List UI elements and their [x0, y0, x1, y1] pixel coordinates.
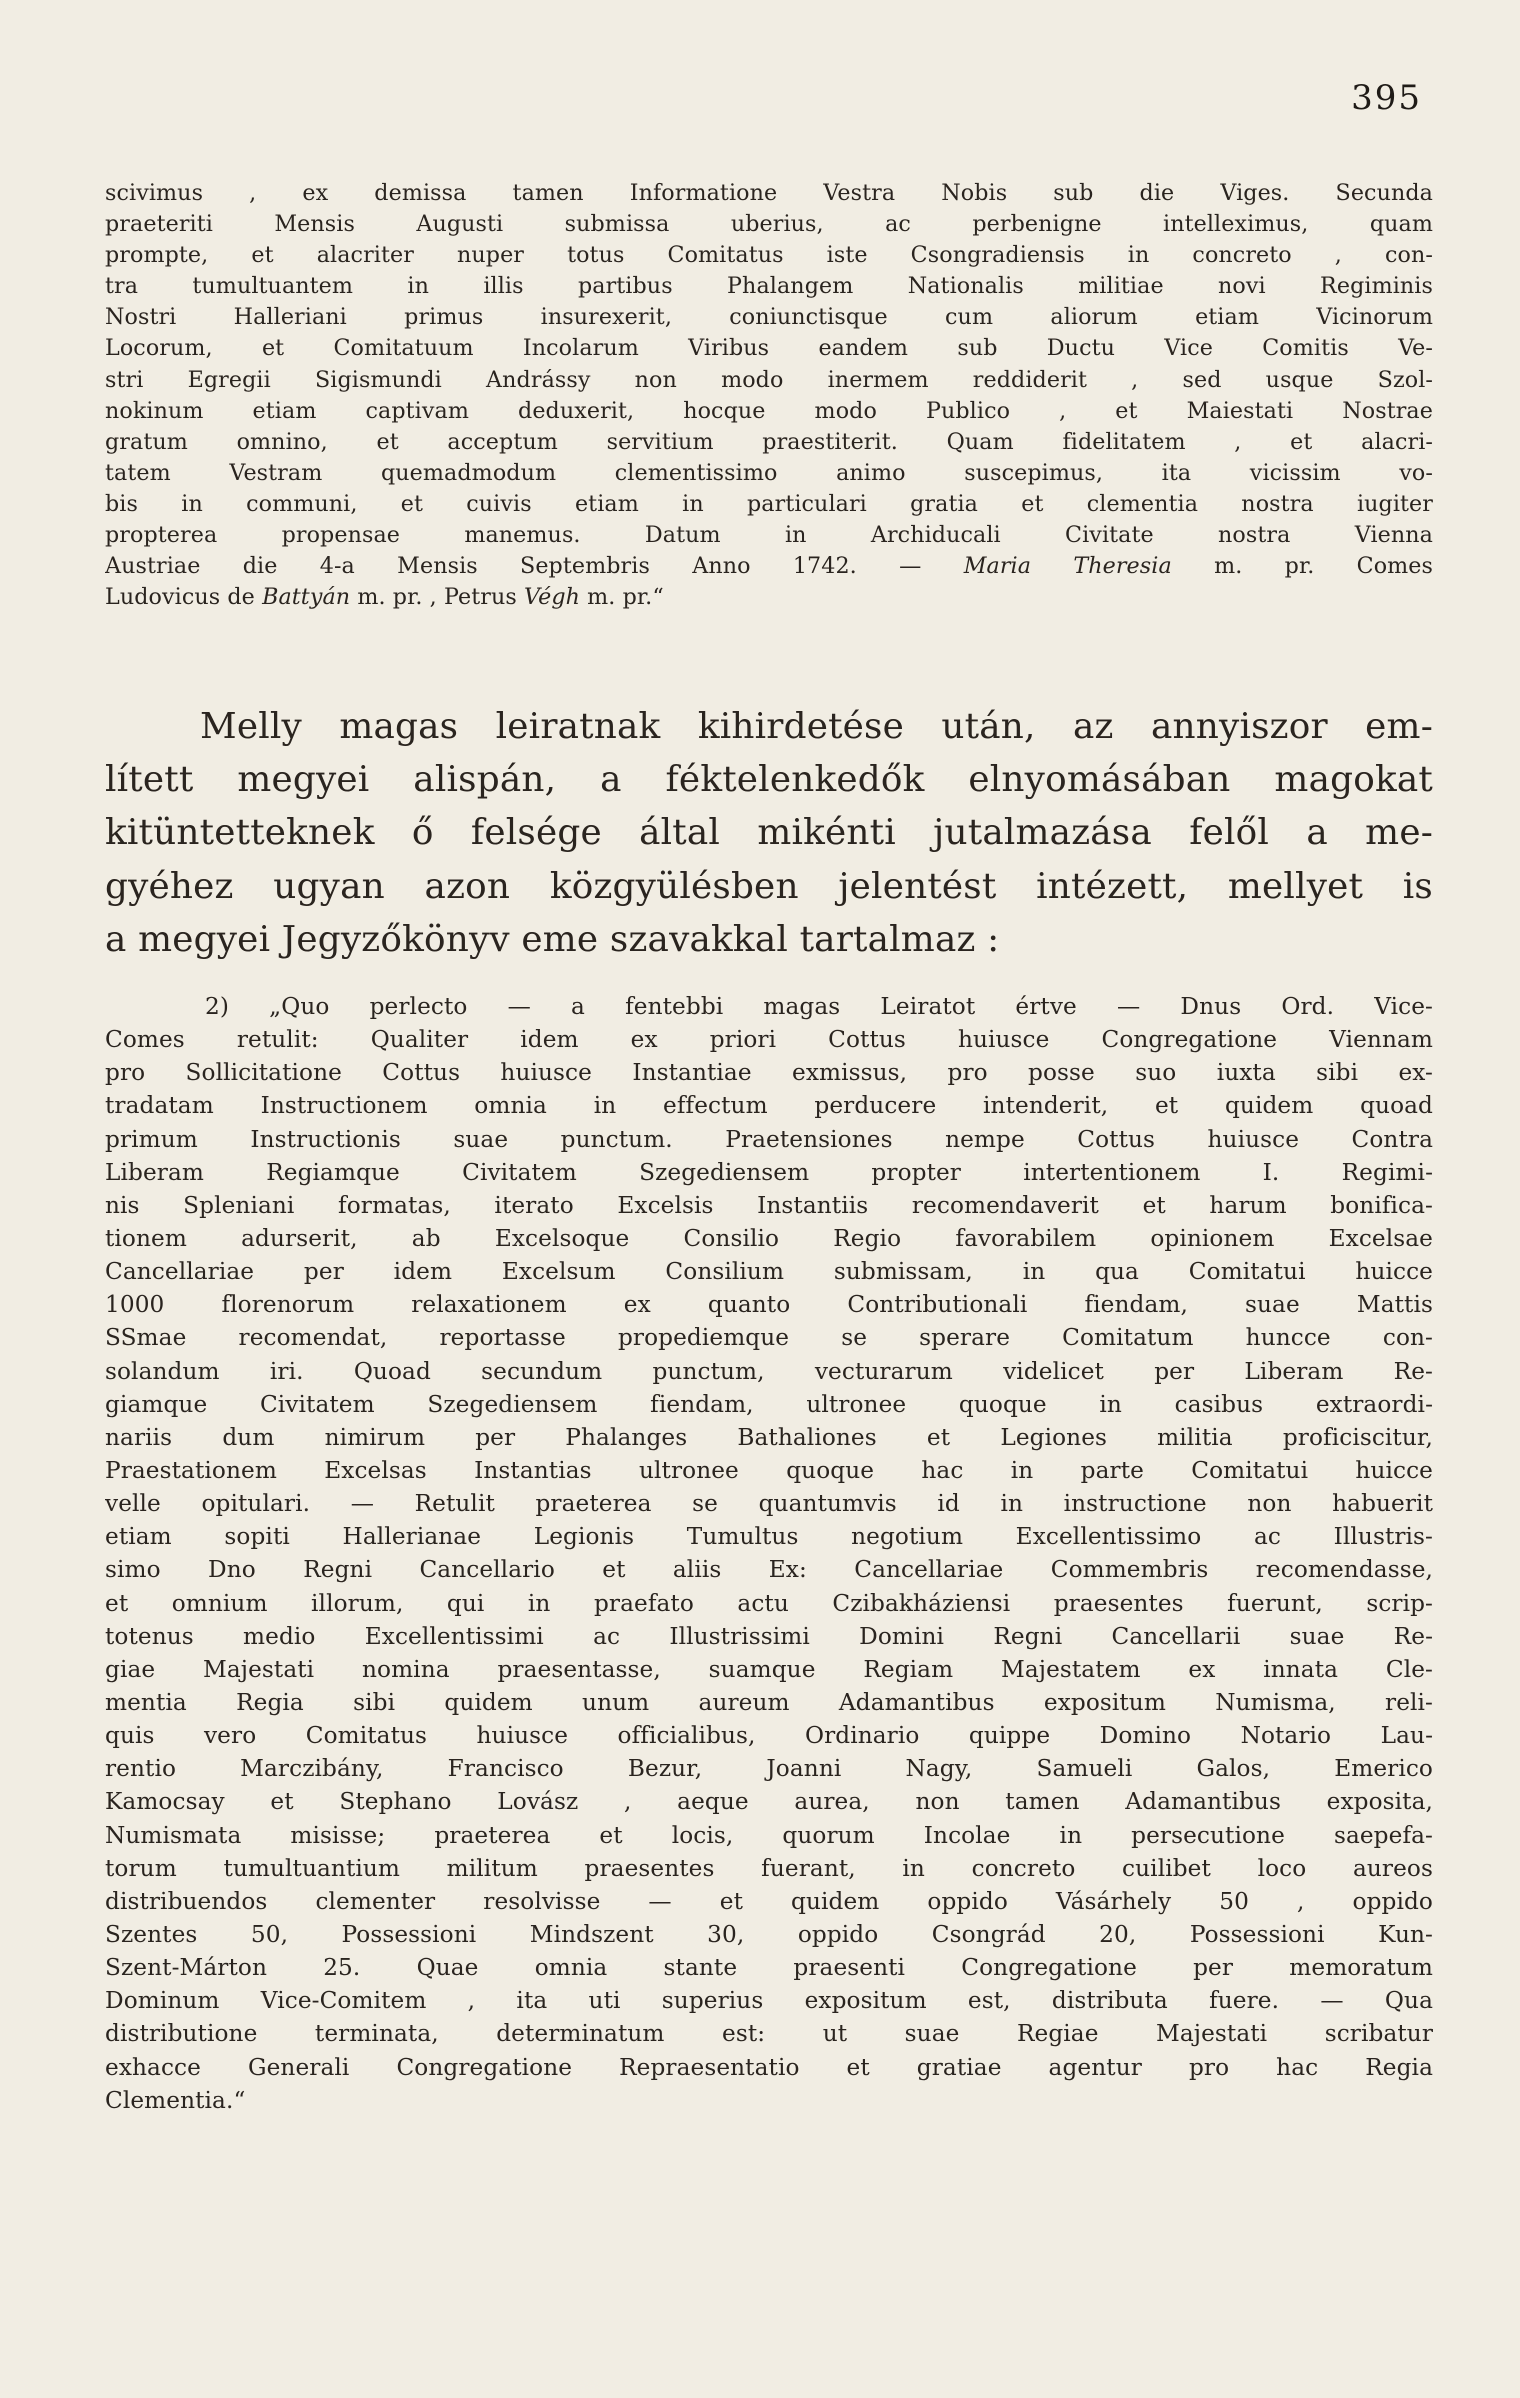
protocol-quotation: [105, 990, 1433, 2117]
text-line: 2) „Quo perlecto — a fentebbi magas Leiratot értve — Dnus Ord. Vice-: [205, 993, 1433, 1020]
text-line: solandum iri. Quoad secundum punctum, vecturarum videlicet per Liberam Re-: [105, 1357, 1433, 1385]
text-line: nis Spleniani formatas, iterato Excelsis Instantiis recomendaverit et harum bonifica-: [105, 1191, 1433, 1219]
text-fragment: m. pr.“: [587, 584, 664, 611]
text-line: prompte, et alacriter nuper totus Comitatus iste Csongradiensis in concreto , con-: [105, 242, 1433, 269]
text-line-with-signatures: [105, 582, 1433, 613]
text-line: Austriae die 4-a Mensis Septembris Anno 1742. —: [105, 553, 922, 580]
text-line: Szentes 50, Possessioni Mindszent 30, oppido Csongrád 20, Possessioni Kun-: [105, 1920, 1433, 1948]
text-line: et omnium illorum, qui in praefato actu Czibakháziensi praesentes fuerunt, scrip-: [105, 1589, 1433, 1617]
signature-suffix: m. pr. Comes: [1214, 553, 1433, 580]
text-line: kitüntetteknek ő felsége által mikénti jutalmazása felől a me-: [105, 812, 1433, 854]
text-line: Cancellariae per idem Excelsum Consilium submissam, in qua Comitatui huicce: [105, 1258, 1433, 1286]
text-line: propterea propensae manemus. Datum in Archiducali Civitate nostra Vienna: [105, 522, 1433, 549]
text-fragment: Ludovicus de: [105, 584, 255, 611]
text-line: Locorum, et Comitatuum Incolarum Viribus eandem sub Ductu Vice Comitis Ve-: [105, 335, 1433, 362]
text-line: mentia Regia sibi quidem unum aureum Adamantibus expositum Numisma, reli-: [105, 1688, 1433, 1716]
text-line: stri Egregii Sigismundi Andrássy non modo inermem reddiderit , sed usque Szol-: [105, 366, 1433, 393]
text-line: tionem adurserit, ab Excelsoque Consilio Regio favorabilem opinionem Excelsae: [105, 1224, 1433, 1252]
text-line: pro Sollicitatione Cottus huiusce Instantiae exmissus, pro posse suo iuxta sibi ex-: [105, 1059, 1433, 1087]
text-line: Praestationem Excelsas Instantias ultronee quoque hac in parte Comitatui huicce: [105, 1456, 1433, 1484]
text-line: totenus medio Excellentissimi ac Illustrissimi Domini Regni Cancellarii suae Re-: [105, 1622, 1433, 1650]
signature-vegh: Végh: [524, 584, 581, 611]
text-line: a megyei Jegyzőkönyv eme szavakkal tartalmaz :: [105, 918, 1000, 960]
text-line: primum Instructionis suae punctum. Praetensiones nempe Cottus huiusce Contra: [105, 1125, 1433, 1153]
text-fragment: m. pr. , Petrus: [357, 584, 517, 611]
page-number: 395: [1351, 78, 1422, 118]
text-line: torum tumultuantium militum praesentes fuerant, in concreto cuilibet loco aureos: [105, 1854, 1433, 1882]
text-line: Kamocsay et Stephano Lovász , aeque aurea, non tamen Adamantibus exposita,: [105, 1788, 1433, 1816]
text-line: Dominum Vice-Comitem , ita uti superius expositum est, distributa fuere. — Qua: [105, 1987, 1433, 2015]
text-line: nariis dum nimirum per Phalanges Bathaliones et Legiones militia proficiscitur,: [105, 1423, 1433, 1451]
text-line: Szent-Márton 25. Quae omnia stante praesenti Congregatione per memoratum: [105, 1954, 1433, 1982]
text-line: Comes retulit: Qualiter idem ex priori Cottus huiusce Congregatione Viennam: [105, 1026, 1433, 1054]
text-line: Melly magas leiratnak kihirdetése után, az annyiszor em-: [200, 706, 1433, 747]
text-line: giae Majestati nomina praesentasse, suamque Regiam Majestatem ex innata Cle-: [105, 1655, 1433, 1683]
text-line: quis vero Comitatus huiusce officialibus, Ordinario quippe Domino Notario Lau-: [105, 1722, 1433, 1750]
text-line: Nostri Halleriani primus insurexerit, coniunctisque cum aliorum etiam Vicinorum: [105, 304, 1433, 331]
text-line: Numismata misisse; praeterea et locis, quorum Incolae in persecutione saepefa-: [105, 1821, 1433, 1849]
text-line: exhacce Generali Congregatione Repraesentatio et gratiae agentur pro hac Regia: [105, 2053, 1433, 2081]
text-line: gratum omnino, et acceptum servitium praestiterit. Quam fidelitatem , et alacri-: [105, 428, 1433, 455]
text-line: 1000 florenorum relaxationem ex quanto Contributionali fiendam, suae Mattis: [105, 1291, 1433, 1319]
text-line: bis in communi, et cuivis etiam in particulari gratia et clementia nostra iugiter: [105, 490, 1433, 517]
text-line: praeteriti Mensis Augusti submissa uberius, ac perbenigne intelleximus, quam: [105, 211, 1433, 238]
text-line-with-signature: [105, 551, 1433, 582]
hungarian-paragraph: [105, 700, 1433, 966]
text-line: giamque Civitatem Szegediensem fiendam, ultronee quoque in casibus extraordi-: [105, 1390, 1433, 1418]
text-line: velle opitulari. — Retulit praeterea se quantumvis id in instructione non habuerit: [105, 1490, 1433, 1518]
text-line: simo Dno Regni Cancellario et aliis Ex: Cancellariae Commembris recomendasse,: [105, 1556, 1433, 1584]
text-line: distributione terminata, determinatum est: ut suae Regiae Majestati scribatur: [105, 2020, 1433, 2048]
text-line: rentio Marczibány, Francisco Bezur, Joanni Nagy, Samueli Galos, Emerico: [105, 1755, 1433, 1783]
text-line: distribuendos clementer resolvisse — et quidem oppido Vásárhely 50 , oppido: [105, 1887, 1433, 1915]
text-line: scivimus , ex demissa tamen Informatione Vestra Nobis sub die Viges. Secunda: [105, 180, 1433, 206]
text-line: tradatam Instructionem omnia in effectum perducere intenderit, et quidem quoad: [105, 1092, 1433, 1120]
text-line: tatem Vestram quemadmodum clementissimo animo suscepimus, ita vicissim vo-: [105, 459, 1433, 486]
letter-quotation: [105, 178, 1433, 613]
text-line: gyéhez ugyan azon közgyülésben jelentést intézett, mellyet is: [105, 865, 1433, 907]
text-line: lített megyei alispán, a féktelenkedők elnyomásában magokat: [105, 759, 1433, 801]
text-line: nokinum etiam captivam deduxerit, hocque modo Publico , et Maiestati Nostrae: [105, 397, 1433, 424]
text-line: tra tumultuantem in illis partibus Phalangem Nationalis militiae novi Regiminis: [105, 273, 1433, 300]
signature-battyan: Battyán: [262, 584, 351, 611]
text-line: Liberam Regiamque Civitatem Szegediensem propter intertentionem I. Regimi-: [105, 1158, 1433, 1186]
text-line: SSmae recomendat, reportasse propediemque se sperare Comitatum huncce con-: [105, 1324, 1433, 1352]
text-line: etiam sopiti Hallerianae Legionis Tumultus negotium Excellentissimo ac Illustris-: [105, 1523, 1433, 1551]
text-line: Clementia.“: [105, 2086, 246, 2114]
signature-maria-theresia: Maria Theresia: [963, 553, 1172, 580]
